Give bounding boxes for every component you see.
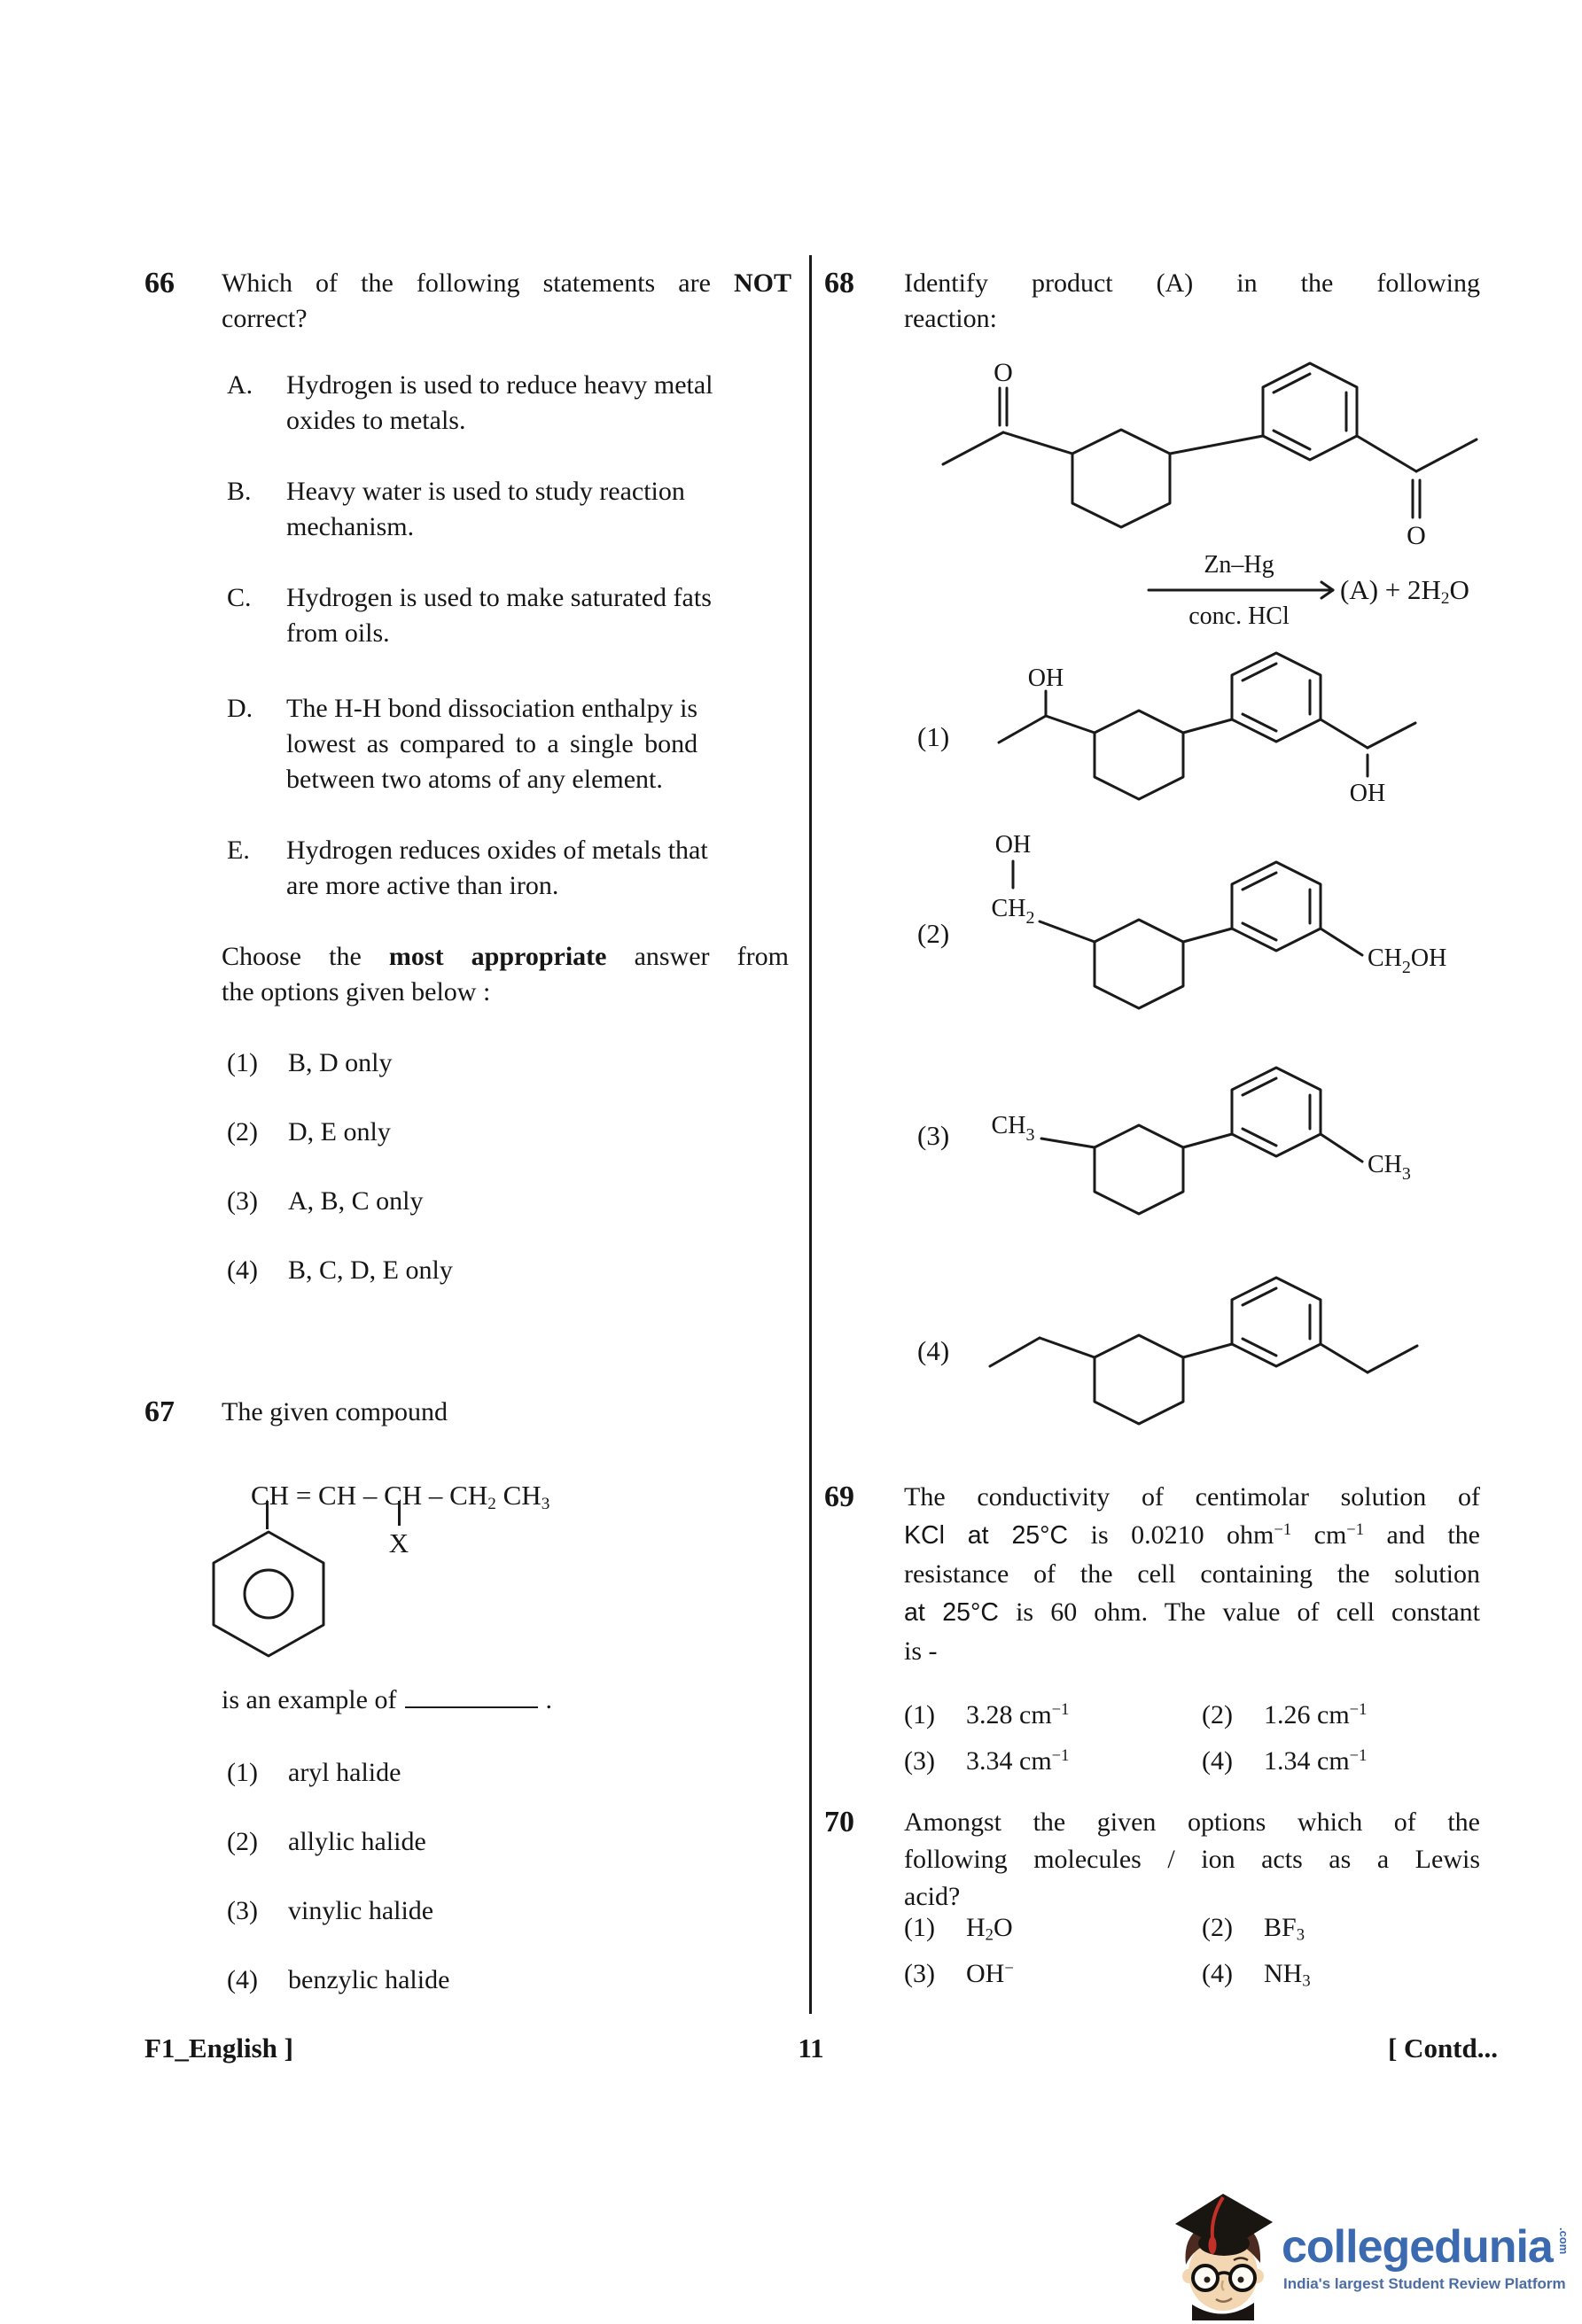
question-line: reaction:	[904, 304, 997, 333]
text-run: Which of the following statements are	[222, 268, 734, 298]
benzene-ring	[1263, 363, 1357, 460]
superscript: −1	[1051, 1699, 1070, 1719]
statement-line: are more active than iron.	[286, 871, 559, 900]
text-run: and the	[1364, 1520, 1480, 1550]
formula-subscript: 2	[1025, 908, 1035, 928]
question-line: acid?	[904, 1882, 961, 1911]
q70-options-row-1	[904, 1910, 1473, 1946]
statement-b	[227, 474, 789, 545]
option-number: (1)	[904, 1700, 935, 1729]
right-ethyl-group	[1321, 1344, 1417, 1372]
q68-reactant-structure	[904, 344, 1489, 549]
instruction-line: the options given below :	[222, 977, 491, 1007]
formula-text: CH	[991, 895, 1026, 922]
option-number: (2)	[1202, 1913, 1233, 1942]
formula-subscript: 3	[541, 1494, 550, 1513]
methyl-label	[1368, 1151, 1411, 1184]
choose-instruction	[222, 939, 789, 1010]
mascot-pupil	[1238, 2277, 1244, 2283]
option-number: (3)	[904, 1746, 935, 1776]
q70-option-2	[1202, 1910, 1468, 1946]
hydroxyl-label: OH	[1349, 780, 1386, 807]
text-run: is an example of	[222, 1685, 397, 1714]
option-number: (2)	[227, 1117, 258, 1146]
logo-brand-text: collegedunia	[1282, 2221, 1553, 2273]
statement-letter: B.	[227, 477, 252, 506]
benzene-ring	[1232, 1278, 1321, 1366]
option-number: (4)	[1202, 1746, 1233, 1776]
question-line: is -	[904, 1636, 938, 1666]
option-number: (4)	[227, 1965, 258, 1994]
bold-text-run: NOT	[733, 268, 791, 298]
oxygen-label: O	[994, 358, 1013, 387]
logo-mascot	[1168, 2192, 1279, 2320]
molecule-formula: $BF_3$	[1264, 1913, 1305, 1945]
q66-option-3	[227, 1184, 424, 1219]
formula-subscript: 3	[1025, 1125, 1035, 1145]
column-divider	[809, 255, 812, 2014]
text-run: at 25°C	[904, 1598, 999, 1627]
mascot-pupil	[1204, 2277, 1211, 2283]
benzene-ring-aromatic	[207, 1529, 331, 1658]
q68-option-3-number: (3)	[917, 1120, 950, 1151]
question-line: following molecules / ion acts as a Lewis	[904, 1845, 1480, 1874]
oxygen-label: O	[1407, 521, 1426, 549]
q69-options-row-2	[904, 1744, 1473, 1779]
right-acetyl-group	[1357, 436, 1477, 549]
left-hydroxyethyl-group	[999, 665, 1095, 742]
bold-text-run: most appropriate	[388, 942, 607, 971]
question-line: Amongst the given options which of the	[904, 1807, 1480, 1837]
product-text: O	[1449, 574, 1469, 605]
left-ethyl-group	[990, 1338, 1095, 1366]
question-text	[222, 266, 791, 337]
statement-c	[227, 580, 789, 651]
statement-text	[286, 833, 708, 904]
formula-text: CH	[495, 1480, 542, 1511]
q70-option-3	[904, 1956, 1202, 1992]
hydroxyl-label: OH	[994, 831, 1032, 859]
option-number: (1)	[904, 1913, 935, 1942]
text-run: Choose the	[222, 942, 389, 971]
q66-option-4	[227, 1253, 453, 1288]
hydroxyl-label: OH	[1027, 665, 1064, 692]
option-number: (1)	[227, 1048, 258, 1077]
question-line: The given compound	[222, 1397, 448, 1426]
cap-tassel	[1209, 2236, 1217, 2254]
option-number: (4)	[1202, 1959, 1233, 1988]
q69-option-3	[904, 1744, 1202, 1779]
formula-text: CH = CH – CH – CH	[251, 1480, 488, 1511]
formula-text: CH	[1368, 1151, 1402, 1178]
q68-option-1-structure	[962, 640, 1476, 821]
statement-line: Hydrogen is used to reduce heavy metal	[286, 370, 713, 400]
footer-contd: [ Contd...	[1387, 2033, 1498, 2064]
question-66	[144, 266, 791, 337]
molecule-formula: OH−	[966, 1958, 1014, 1988]
reagent-below-arrow: conc. HCl	[1188, 602, 1290, 630]
halide-x-label: X	[388, 1527, 409, 1558]
option-text: benzylic halide	[288, 1965, 450, 1994]
option-text: allylic halide	[288, 1827, 426, 1856]
q67-blank-line	[222, 1680, 552, 1718]
benzene-ring	[1232, 653, 1321, 742]
statement-d	[227, 691, 789, 797]
q68-option-4-number: (4)	[917, 1335, 950, 1366]
statement-line: Hydrogen is used to make saturated fats	[286, 583, 712, 612]
q70-option-1	[904, 1910, 1202, 1946]
ring-ring-bond	[1170, 436, 1263, 454]
question-line	[222, 266, 791, 301]
question-68	[824, 266, 1480, 337]
benzene-ring	[1232, 1068, 1321, 1156]
ring-ring-bond	[1183, 1344, 1232, 1357]
option-number: (1)	[227, 1758, 258, 1787]
statement-letter: D.	[227, 694, 253, 723]
option-value: 3.28 cm	[966, 1700, 1052, 1729]
methyl-label	[992, 1112, 1035, 1145]
answer-blank	[405, 1680, 538, 1708]
statement-a	[227, 368, 789, 439]
methylene-label	[992, 895, 1035, 928]
ring-ring-bond	[1183, 1134, 1232, 1147]
q69-options-row-1	[904, 1698, 1473, 1733]
text-run: .	[545, 1685, 552, 1714]
glasses-bridge	[1218, 2273, 1230, 2274]
superscript: −1	[1274, 1520, 1292, 1539]
statement-line: oxides to metals.	[286, 406, 466, 435]
option-number: (2)	[1202, 1700, 1233, 1729]
text-run: is 0.0210 ohm	[1068, 1520, 1274, 1550]
statement-text	[286, 474, 685, 545]
left-acetyl-group	[943, 358, 1072, 464]
statement-line: from oils.	[286, 618, 390, 648]
statement-letter: A.	[227, 370, 253, 400]
question-line	[904, 1516, 1480, 1555]
formula-text: OH	[1410, 944, 1447, 972]
question-number: 66	[144, 267, 175, 299]
q70-options-row-2	[904, 1956, 1473, 1992]
hydroxymethyl-label	[1368, 944, 1446, 977]
cyclohexane-ring	[1095, 1335, 1183, 1424]
q67-option-4	[227, 1963, 449, 1998]
statement-line: mechanism.	[286, 512, 415, 541]
superscript: −1	[1349, 1745, 1368, 1765]
formula-subscript: 2	[1401, 958, 1411, 977]
option-value: 1.34 cm	[1264, 1746, 1350, 1776]
q68-option-1-number: (1)	[917, 721, 950, 752]
cyclohexane-ring	[1095, 1125, 1183, 1214]
reaction-products	[1340, 574, 1469, 606]
instruction-line	[222, 939, 789, 975]
option-value: 1.26 cm	[1264, 1700, 1350, 1729]
left-hydroxymethyl-group	[992, 831, 1095, 942]
footer-page-number: 11	[798, 2033, 824, 2064]
superscript: −1	[1346, 1520, 1365, 1539]
graduation-cap-base	[1198, 2231, 1250, 2256]
option-number: (3)	[904, 1959, 935, 1988]
formula-text: CH	[991, 1112, 1026, 1139]
q69-option-4	[1202, 1744, 1468, 1779]
option-number: (3)	[227, 1186, 258, 1216]
text-run: cm	[1291, 1520, 1347, 1550]
question-number: 68	[824, 267, 854, 299]
option-text: A, B, C only	[288, 1186, 424, 1216]
option-text: aryl halide	[288, 1758, 401, 1787]
option-text: vinylic halide	[288, 1896, 434, 1925]
superscript: −1	[1349, 1699, 1368, 1719]
molecule-formula: $NH_3$	[1264, 1959, 1311, 1991]
superscript: −1	[1051, 1745, 1070, 1765]
statement-text	[286, 580, 712, 651]
q67-option-3	[227, 1893, 433, 1929]
option-text: D, E only	[288, 1117, 391, 1146]
product-text: (A) + 2H	[1340, 574, 1441, 605]
product-subscript: 2	[1440, 588, 1450, 608]
question-number: 70	[824, 1806, 854, 1838]
reaction-arrow	[1142, 549, 1345, 634]
q67-option-2	[227, 1824, 426, 1860]
right-methyl-group	[1321, 1134, 1411, 1184]
right-hydroxymethyl-group	[1321, 929, 1446, 977]
statement-letter: E.	[227, 836, 250, 865]
q69-option-1	[904, 1698, 1202, 1733]
statement-letter: C.	[227, 583, 252, 612]
bond-to-x	[398, 1501, 401, 1526]
statement-line: The H-H bond dissociation enthalpy is	[286, 694, 698, 723]
statement-text	[286, 691, 697, 797]
q68-option-2-structure	[962, 822, 1476, 1030]
question-line	[904, 1593, 1480, 1632]
q67-option-1	[227, 1755, 401, 1791]
statement-line: Hydrogen reduces oxides of metals that	[286, 836, 708, 865]
left-methyl-group	[992, 1112, 1095, 1147]
option-text: B, D only	[288, 1048, 393, 1077]
benzene-ring	[214, 1532, 323, 1656]
benzene-ring	[1232, 862, 1321, 951]
formula-text: CH	[1368, 944, 1402, 972]
statement-line: lowest as compared to a single bond	[286, 729, 698, 758]
cyclohexane-ring	[1072, 430, 1170, 527]
question-line: The conductivity of centimolar solution of	[904, 1482, 1480, 1512]
question-number: 67	[144, 1395, 175, 1428]
option-text: B, C, D, E only	[288, 1255, 453, 1285]
collegedunia-logo	[1168, 2188, 1576, 2321]
formula-subscript: 3	[1401, 1164, 1411, 1184]
statement-text	[286, 368, 713, 439]
q69-option-2	[1202, 1698, 1468, 1733]
q68-option-3-structure	[962, 1041, 1476, 1232]
question-67	[144, 1395, 791, 1430]
statement-line: Heavy water is used to study reaction	[286, 477, 685, 506]
question-line: correct?	[222, 304, 308, 333]
formula-subscript: 2	[487, 1494, 496, 1513]
q66-option-1	[227, 1045, 393, 1081]
statement-e	[227, 833, 789, 904]
question-number: 69	[824, 1481, 854, 1513]
cyclohexane-ring	[1095, 920, 1183, 1008]
bond-to-phenyl	[266, 1501, 269, 1529]
option-value: 3.34 cm	[966, 1746, 1052, 1776]
text-run: answer from	[606, 942, 789, 971]
option-number: (4)	[227, 1255, 258, 1285]
statement-line: between two atoms of any element.	[286, 765, 663, 794]
q66-option-2	[227, 1115, 391, 1150]
q68-option-2-number: (2)	[917, 918, 950, 949]
ring-ring-bond	[1183, 719, 1232, 733]
right-hydroxyethyl-group	[1321, 719, 1415, 807]
reagent-above-arrow: Zn–Hg	[1204, 551, 1274, 579]
question-70	[824, 1804, 1480, 1916]
text-run: is 60 ohm. The value of cell constant	[998, 1597, 1480, 1627]
ring-ring-bond	[1183, 929, 1232, 942]
q68-option-4-structure	[962, 1251, 1476, 1437]
question-line: resistance of the cell containing the solution	[904, 1559, 1480, 1589]
logo-dotcom-text: .com	[1557, 2227, 1570, 2255]
option-number: (3)	[227, 1896, 258, 1925]
option-number: (2)	[227, 1827, 258, 1856]
question-69	[824, 1478, 1480, 1670]
logo-tagline-text: India's largest Student Review Platform	[1283, 2275, 1566, 2292]
q70-option-4	[1202, 1956, 1468, 1992]
footer-paper-code: F1_English ]	[144, 2033, 293, 2064]
cyclohexane-ring	[1095, 711, 1183, 799]
molecule-formula: $H_2O$	[966, 1913, 1013, 1945]
text-run: KCl at 25°C	[904, 1521, 1069, 1550]
question-line: Identify product (A) in the following	[904, 268, 1480, 298]
